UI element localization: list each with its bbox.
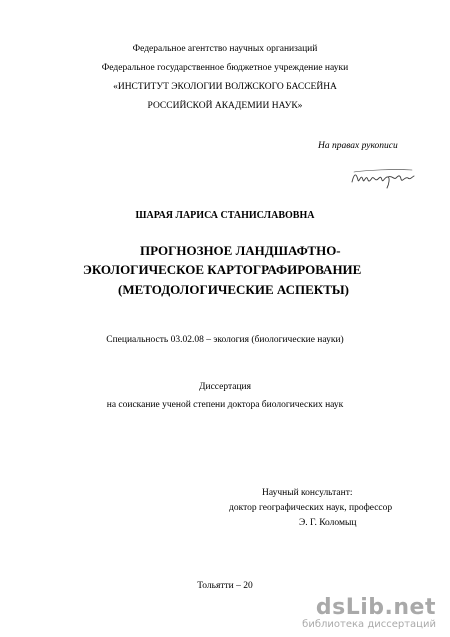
dissertation-label: Диссертация	[199, 382, 251, 392]
handwritten-signature	[348, 164, 418, 190]
consultant-name: Э. Г. Коломыц	[299, 518, 357, 528]
specialty: Специальность 03.02.08 – экология (биологические науки)	[106, 335, 344, 345]
author-name: ШАРАЯ ЛАРИСА СТАНИСЛАВОВНА	[135, 210, 315, 221]
watermark-subtitle: библиотека диссертаций	[302, 619, 436, 630]
city-year: Тольятти – 20	[197, 581, 253, 591]
title-line-3: (МЕТОДОЛОГИЧЕСКИЕ АСПЕКТЫ)	[118, 282, 349, 297]
header-line-academy: РОССИЙСКОЙ АКАДЕМИИ НАУК»	[147, 101, 303, 111]
title-line-1: ПРОГНОЗНОЕ ЛАНДШАФТНО-	[140, 243, 341, 258]
title-line-2: ЭКОЛОГИЧЕСКОЕ КАРТОГРАФИРОВАНИЕ	[83, 262, 362, 277]
dslib-watermark	[302, 597, 436, 631]
consultant-degree: доктор географических наук, профессор	[229, 503, 393, 513]
manuscript-rights-note: На правах рукописи	[318, 141, 398, 151]
dissertation-degree: на соискание ученой степени доктора биологических наук	[106, 400, 344, 410]
header-line-institute-name: «ИНСТИТУТ ЭКОЛОГИИ ВОЛЖСКОГО БАССЕЙНА	[113, 82, 337, 92]
header-line-agency: Федеральное агентство научных организаций	[132, 44, 318, 54]
watermark-logo: dsLib.net	[315, 595, 436, 620]
consultant-label: Научный консультант:	[262, 488, 353, 498]
header-line-institution-type: Федеральное государственное бюджетное учреждение науки	[101, 63, 349, 73]
